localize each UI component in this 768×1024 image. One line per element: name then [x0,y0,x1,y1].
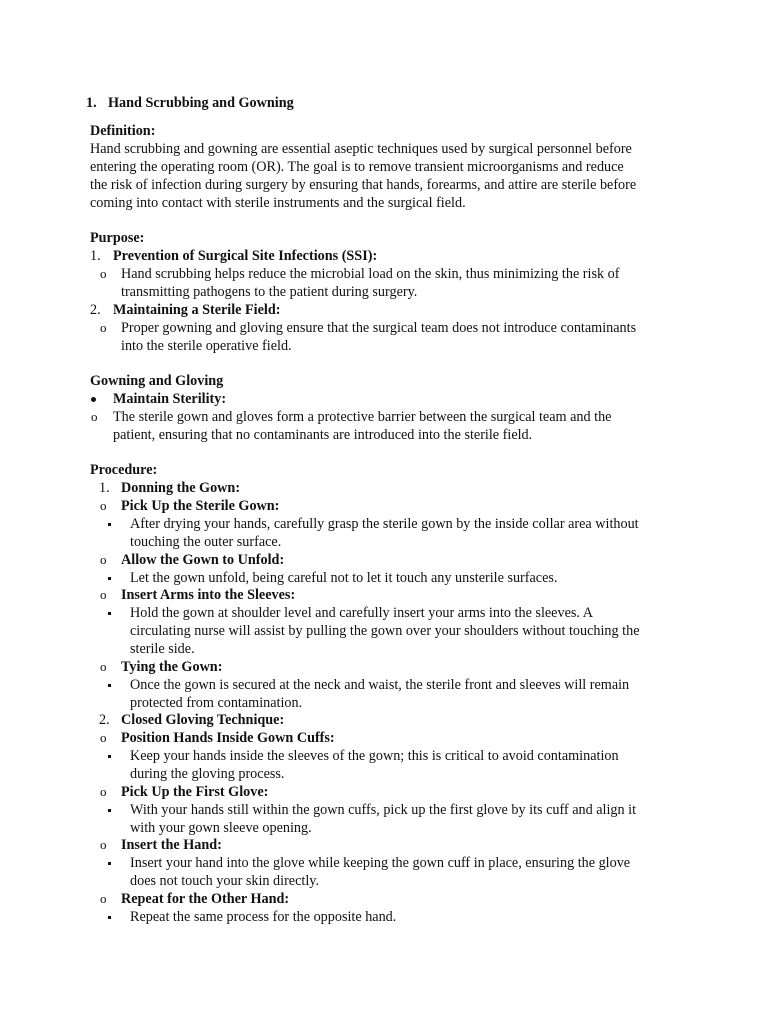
circle-bullet-icon: o [91,409,98,424]
procedure-step-text: protected from contamination. [130,695,303,711]
circle-bullet-icon: o [100,659,107,674]
procedure-step-title: Insert the Hand: [121,837,222,853]
purpose-item-title: Prevention of Surgical Site Infections (SSI): [113,248,378,264]
purpose-heading: Purpose: [90,230,145,246]
circle-bullet-icon: o [100,837,107,852]
purpose-item-title: Maintaining a Sterile Field: [113,302,281,318]
procedure-step-title: Pick Up the First Glove: [121,784,269,800]
title-number: 1. [86,95,97,111]
procedure-step-text: With your hands still within the gown cuffs, pick up the first glove by its cuff and align it [130,802,637,818]
circle-bullet-icon: o [100,587,107,602]
procedure-step-text: Repeat the same process for the opposite hand. [130,909,397,925]
square-bullet-icon [108,747,111,765]
circle-bullet-icon: o [100,891,107,906]
square-bullet-icon [108,676,111,694]
square-bullet-icon [108,569,111,587]
circle-bullet-icon: o [100,320,107,335]
procedure-step-text: circulating nurse will assist by pulling the gown over your shoulders without touching the [130,623,640,639]
circle-bullet-icon: o [100,498,107,513]
procedure-step-title: Insert Arms into the Sleeves: [121,587,296,603]
procedure-step-text: Keep your hands inside the sleeves of the gown; this is critical to avoid contamination [130,748,619,764]
definition-line: Hand scrubbing and gowning are essential aseptic techniques used by surgical personnel before [90,141,632,157]
procedure-section-title: Donning the Gown: [121,480,241,496]
purpose-item-text: Hand scrubbing helps reduce the microbial load on the skin, thus minimizing the risk of [121,266,620,282]
circle-bullet-icon: o [100,784,107,799]
procedure-section-number: 2. [99,712,110,728]
procedure-step-text: touching the outer surface. [130,534,282,550]
procedure-step-text: Insert your hand into the glove while keeping the gown cuff in place, ensuring the glove [130,855,631,871]
procedure-step-title: Allow the Gown to Unfold: [121,552,285,568]
square-bullet-icon [108,908,111,926]
gowning-item-title: Maintain Sterility: [113,391,227,407]
procedure-step-text: Once the gown is secured at the neck and waist, the sterile front and sleeves will remain [130,677,630,693]
procedure-step-title: Repeat for the Other Hand: [121,891,290,907]
gowning-item-text: The sterile gown and gloves form a protective barrier between the surgical team and the [113,409,612,425]
definition-line: the risk of infection during surgery by ensuring that hands, forearms, and attire are sterile before [90,177,637,193]
gowning-heading: Gowning and Gloving [90,373,224,389]
procedure-step-text: sterile side. [130,641,195,657]
procedure-step-text: After drying your hands, carefully grasp the sterile gown by the inside collar area without [130,516,639,532]
procedure-section-number: 1. [99,480,110,496]
purpose-item-number: 1. [90,248,101,264]
definition-line: coming into contact with sterile instruments and the surgical field. [90,195,466,211]
purpose-item-number: 2. [90,302,101,318]
purpose-item-text: Proper gowning and gloving ensure that the surgical team does not introduce contaminants [121,320,637,336]
square-bullet-icon [108,604,111,622]
circle-bullet-icon: o [100,552,107,567]
procedure-step-text: with your gown sleeve opening. [130,820,312,836]
procedure-step-title: Tying the Gown: [121,659,223,675]
square-bullet-icon [108,801,111,819]
gowning-item-text: patient, ensuring that no contaminants are introduced into the sterile field. [113,427,533,443]
bullet-dot-icon [91,390,96,408]
procedure-step-title: Pick Up the Sterile Gown: [121,498,280,514]
procedure-step-text: Hold the gown at shoulder level and carefully insert your arms into the sleeves. A [130,605,593,621]
circle-bullet-icon: o [100,730,107,745]
procedure-step-text: during the gloving process. [130,766,285,782]
square-bullet-icon [108,515,111,533]
procedure-step-text: Let the gown unfold, being careful not to let it touch any unsterile surfaces. [130,570,558,586]
square-bullet-icon [108,854,111,872]
purpose-item-text: transmitting pathogens to the patient during surgery. [121,284,418,300]
page-title: Hand Scrubbing and Gowning [108,95,294,111]
circle-bullet-icon: o [100,266,107,281]
definition-line: entering the operating room (OR). The goal is to remove transient microorganisms and reduce [90,159,624,175]
purpose-item-text: into the sterile operative field. [121,338,292,354]
definition-heading: Definition: [90,123,156,139]
procedure-step-text: does not touch your skin directly. [130,873,320,889]
procedure-section-title: Closed Gloving Technique: [121,712,285,728]
procedure-step-title: Position Hands Inside Gown Cuffs: [121,730,335,746]
procedure-heading: Procedure: [90,462,158,478]
